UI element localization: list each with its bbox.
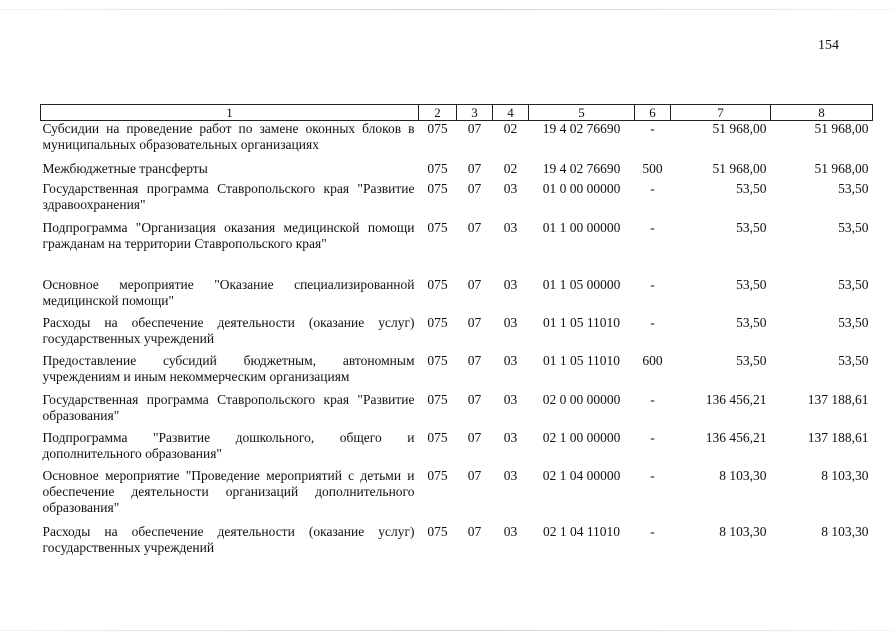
table-row [41,468,873,524]
row-subsection: 03 [503,276,518,292]
row-ministry-code: 075 [427,219,448,235]
row-target-article: 02 1 04 00000 [542,467,621,483]
row-target-article: 01 0 00 00000 [542,180,621,196]
row-target-article: 19 4 02 76690 [542,121,621,136]
row-name: Расходы на обеспечение деятельности (оказание услуг) государственных учреждений [42,523,415,555]
row-target-article: 01 1 00 00000 [542,219,621,235]
table-row [41,315,873,353]
row-subsection: 03 [503,352,518,368]
row-ministry-code: 075 [427,467,448,483]
row-subsection: 03 [503,467,518,483]
row-ministry-code: 075 [427,121,448,136]
row-amount-year2: 53,50 [838,219,869,235]
row-section: 07 [467,219,482,235]
row-amount-year1: 8 103,30 [719,467,767,483]
row-amount-year2: 53,50 [838,352,869,368]
row-subsection: 03 [503,523,518,539]
header-col-2: 2 [419,105,457,121]
table-row [41,430,873,468]
row-amount-year1: 53,50 [736,352,767,368]
header-col-6: 6 [635,105,671,121]
row-section: 07 [467,314,482,330]
row-subsection: 02 [503,160,518,176]
row-name: Государственная программа Ставропольского края "Развитие здравоохранения" [42,180,415,212]
row-target-article: 19 4 02 76690 [542,160,621,176]
row-section: 07 [467,429,482,445]
row-amount-year1: 53,50 [736,314,767,330]
header-col-7: 7 [671,105,771,121]
row-amount-year2: 137 188,61 [807,391,869,407]
row-subsection: 03 [503,219,518,235]
row-amount-year2: 51 968,00 [814,121,869,136]
row-ministry-code: 075 [427,276,448,292]
header-col-4: 4 [493,105,529,121]
row-ministry-code: 075 [427,352,448,368]
row-amount-year2: 8 103,30 [821,467,869,483]
budget-table-container [40,104,872,560]
row-section: 07 [467,523,482,539]
row-target-article: 02 0 00 00000 [542,391,621,407]
row-ministry-code: 075 [427,314,448,330]
row-section: 07 [467,180,482,196]
row-ministry-code: 075 [427,429,448,445]
row-section: 07 [467,121,482,136]
row-expense-type: - [650,314,655,330]
row-subsection: 02 [503,121,518,136]
table-row [41,277,873,315]
row-name: Основное мероприятие "Проведение мероприятий с детьми и обеспечение деятельности организаций дополнительного образования" [42,467,415,515]
row-subsection: 03 [503,429,518,445]
row-section: 07 [467,467,482,483]
scan-edge-bottom [0,630,893,631]
row-amount-year1: 8 103,30 [719,523,767,539]
row-expense-type: - [650,429,655,445]
row-amount-year1: 51 968,00 [712,160,767,176]
row-amount-year2: 8 103,30 [821,523,869,539]
row-amount-year1: 53,50 [736,180,767,196]
row-expense-type: - [650,121,655,136]
row-target-article: 01 1 05 11010 [542,314,621,330]
scan-edge-top [0,9,893,10]
row-section: 07 [467,352,482,368]
row-name: Государственная программа Ставропольского края "Развитие образования" [42,391,415,423]
row-name: Предоставление субсидий бюджетным, автономным учреждениям и иным некоммерческим организациям [42,352,415,384]
row-ministry-code: 075 [427,180,448,196]
header-col-5: 5 [529,105,635,121]
row-target-article: 02 1 04 11010 [542,523,621,539]
row-expense-type: - [650,180,655,196]
row-name: Субсидии на проведение работ по замене оконных блоков в муниципальных образовательных организациях [42,121,415,152]
row-expense-type: 600 [642,352,663,368]
row-ministry-code: 075 [427,160,448,176]
table-row [41,524,873,560]
row-name: Подпрограмма "Развитие дошкольного, общего и дополнительного образования" [42,429,415,461]
row-target-article: 01 1 05 00000 [542,276,621,292]
row-expense-type: - [650,523,655,539]
row-expense-type: 500 [642,160,663,176]
table-header-row [41,105,873,121]
table-row [41,161,873,181]
row-subsection: 03 [503,391,518,407]
row-subsection: 03 [503,314,518,330]
row-expense-type: - [650,391,655,407]
row-section: 07 [467,276,482,292]
row-amount-year2: 137 188,61 [807,429,869,445]
row-amount-year2: 53,50 [838,180,869,196]
row-target-article: 02 1 00 00000 [542,429,621,445]
table-row [41,353,873,392]
row-amount-year1: 53,50 [736,219,767,235]
table-row [41,181,873,220]
row-expense-type: - [650,276,655,292]
row-name: Подпрограмма "Организация оказания медицинской помощи гражданам на территории Ставропольского края" [42,219,415,251]
header-col-1: 1 [41,105,419,121]
row-section: 07 [467,160,482,176]
row-subsection: 03 [503,180,518,196]
row-name: Основное мероприятие "Оказание специализированной медицинской помощи" [42,276,415,308]
row-name: Расходы на обеспечение деятельности (оказание услуг) государственных учреждений [42,314,415,346]
row-expense-type: - [650,219,655,235]
row-amount-year1: 53,50 [736,276,767,292]
row-ministry-code: 075 [427,523,448,539]
table-row [41,121,873,161]
row-name: Межбюджетные трансферты [42,160,208,176]
header-col-3: 3 [457,105,493,121]
table-row [41,392,873,430]
row-section: 07 [467,391,482,407]
table-row [41,220,873,277]
row-ministry-code: 075 [427,391,448,407]
page-number: 154 [818,38,839,53]
budget-table [40,104,873,560]
row-expense-type: - [650,467,655,483]
row-amount-year2: 51 968,00 [814,160,869,176]
row-amount-year2: 53,50 [838,314,869,330]
row-amount-year1: 136 456,21 [705,391,767,407]
row-target-article: 01 1 05 11010 [542,352,621,368]
header-col-8: 8 [771,105,873,121]
row-amount-year1: 136 456,21 [705,429,767,445]
row-amount-year1: 51 968,00 [712,121,767,136]
row-amount-year2: 53,50 [838,276,869,292]
